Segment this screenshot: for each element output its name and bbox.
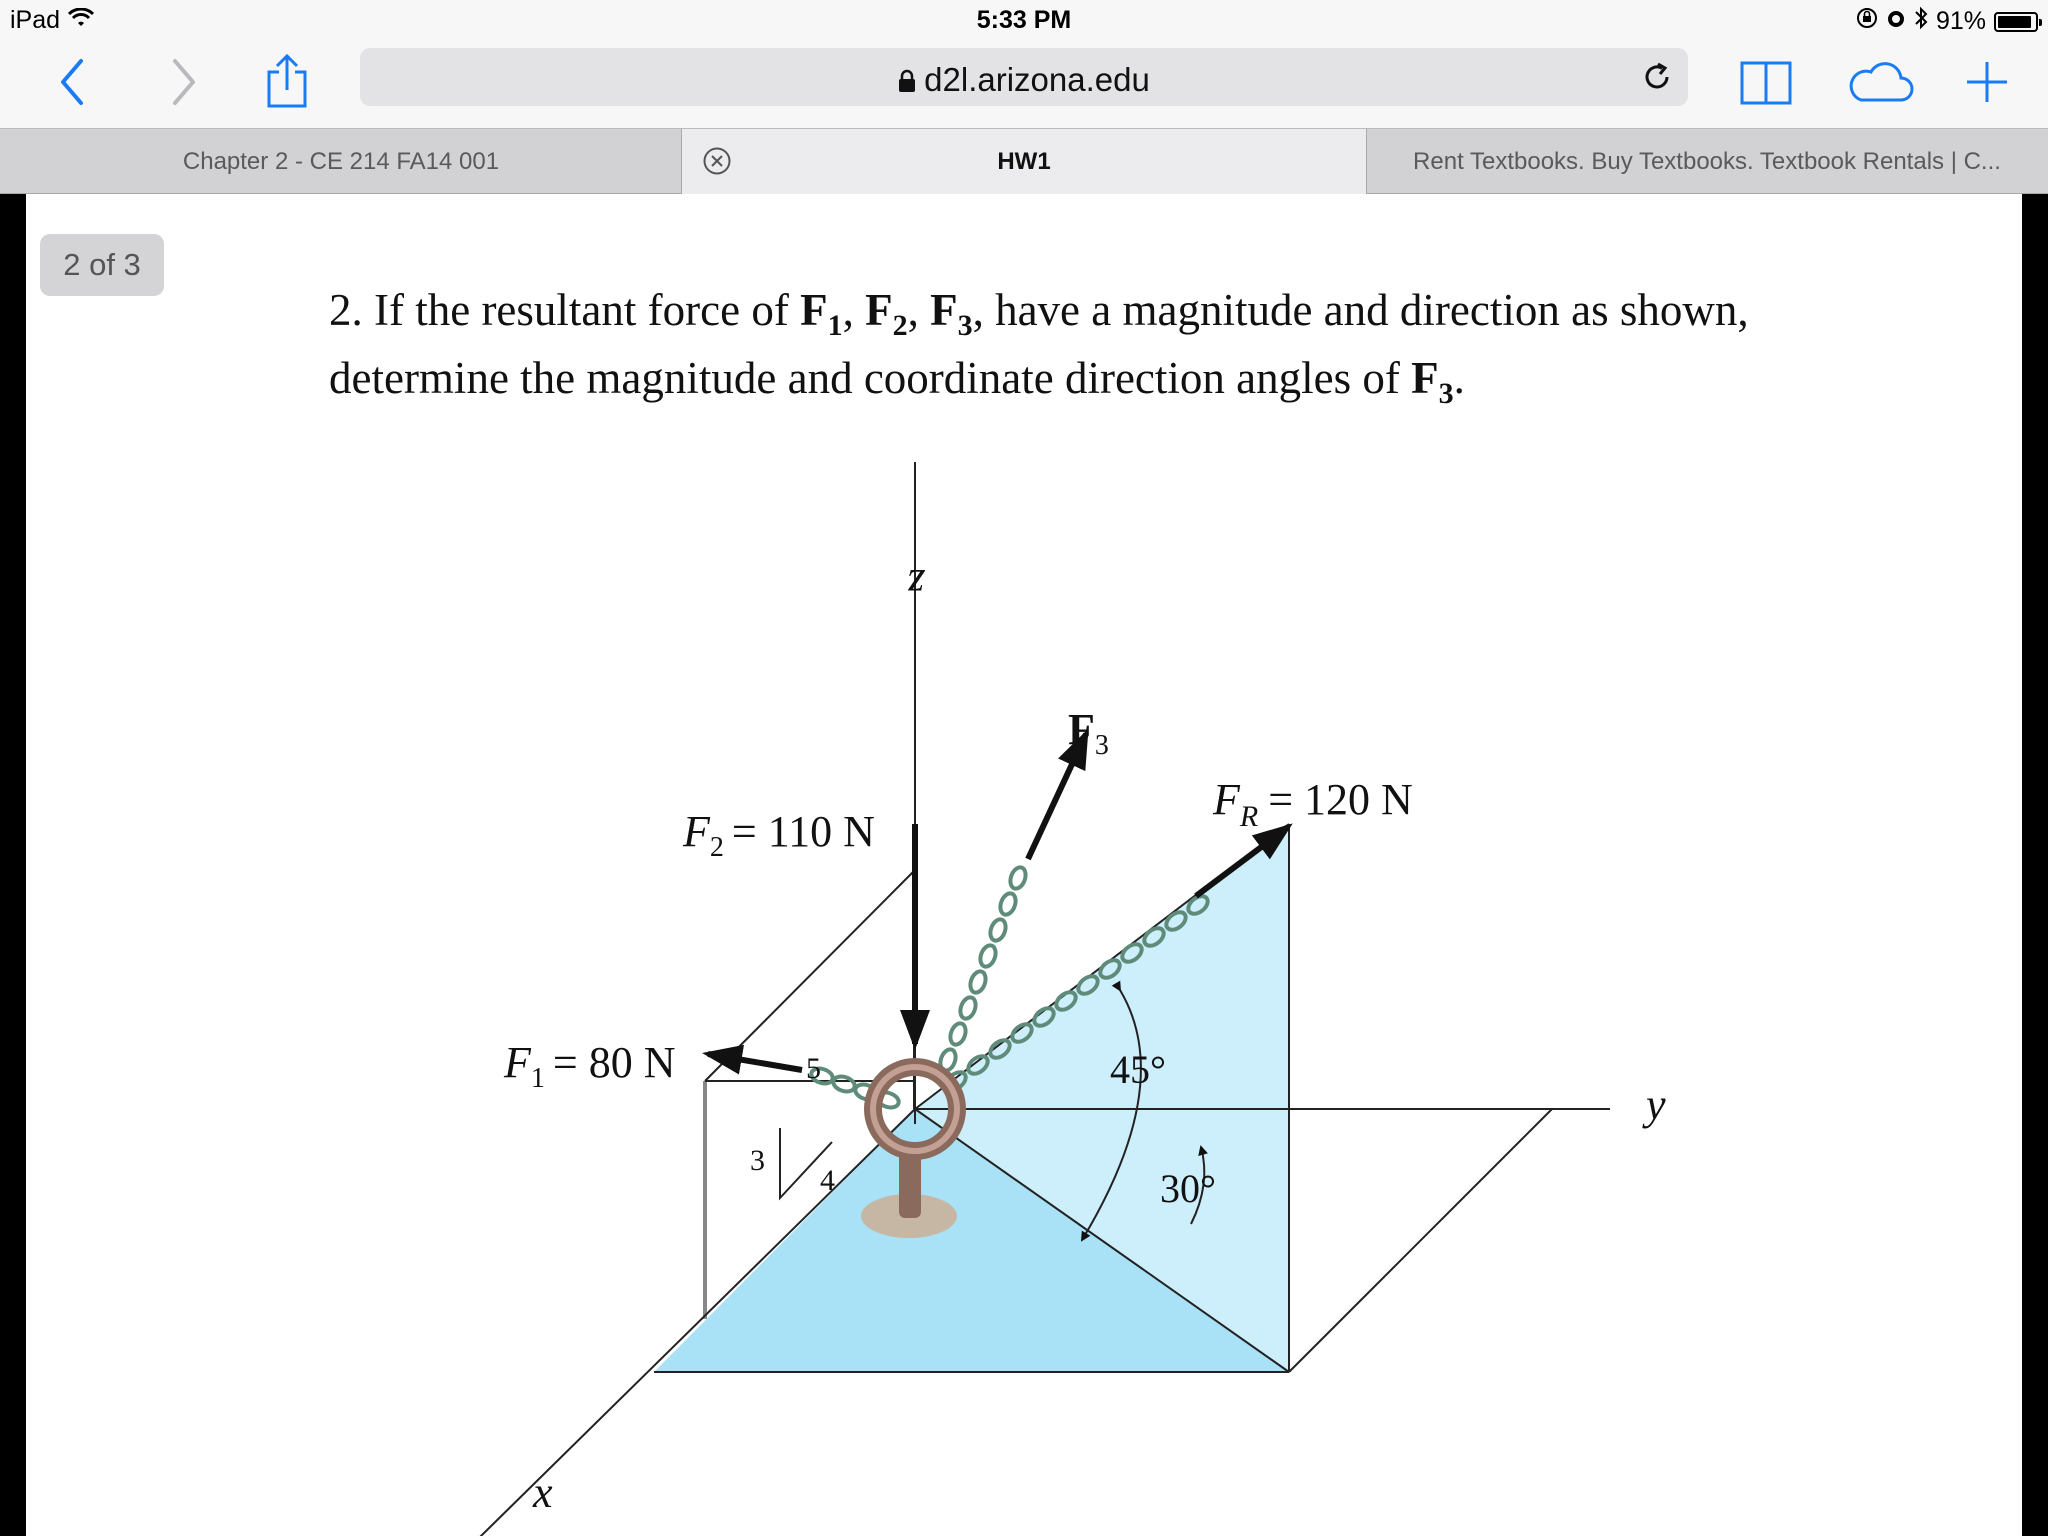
- tab-title: HW1: [997, 147, 1051, 175]
- rotation-lock-icon: [1856, 7, 1878, 36]
- clock: 5:33 PM: [976, 6, 1072, 34]
- lock-icon: [898, 69, 916, 93]
- bluetooth-icon: [1914, 6, 1928, 37]
- tab-title: Chapter 2 - CE 214 FA14 001: [182, 147, 500, 175]
- battery-icon: [1994, 12, 2038, 32]
- tab-hw1[interactable]: [681, 129, 1367, 194]
- bookmarks-button[interactable]: [1738, 52, 1794, 112]
- axis-label-y: y: [1646, 1080, 1666, 1129]
- force-diagram: [26, 194, 2022, 1536]
- slope-5-label: 5: [806, 1052, 821, 1085]
- battery-fill: [1998, 16, 2031, 28]
- axis-label-x: x: [533, 1468, 553, 1517]
- question-text-1: If the resultant force of: [374, 285, 789, 335]
- force-f2: $F_2$: [865, 285, 908, 342]
- back-button[interactable]: [48, 52, 96, 112]
- tab-bar: [0, 128, 2048, 194]
- f3-label: $F_3$: [1068, 705, 1109, 761]
- device-name: iPad: [10, 6, 61, 34]
- icloud-tabs-button[interactable]: [1846, 52, 1916, 112]
- f2-label: $F_2 = 110$ N: [683, 807, 875, 863]
- new-tab-button[interactable]: [1962, 52, 2012, 112]
- book-icon: [1739, 59, 1793, 105]
- close-icon: [702, 146, 732, 176]
- battery-percent: 91%: [1935, 7, 1986, 35]
- f1-arrow: [708, 1054, 802, 1070]
- status-bar: [0, 0, 2048, 42]
- status-right: [1856, 6, 2038, 37]
- f1-label: $F_1 = 80$ N: [504, 1038, 676, 1094]
- question-text-2: have a magnitude and direction as shown, determine the magnitude and coordinate direction angles of: [329, 285, 1749, 403]
- slope-4-label: 4: [820, 1164, 835, 1197]
- question-text: 2. If the resultant force of $F_1$, $F_2$, $F_3$, have a magnitude and direction as shown, determine the magnitude and coordinate direction angles of $F_3$.: [329, 285, 1749, 410]
- alarm-icon: [1886, 7, 1906, 36]
- share-button[interactable]: [260, 52, 314, 112]
- angle-30-label: 30°: [1160, 1166, 1216, 1211]
- close-tab-button[interactable]: [702, 146, 732, 183]
- reload-icon: [1640, 60, 1674, 94]
- url-text: d2l.arizona.edu: [924, 61, 1150, 98]
- pdf-viewer[interactable]: [26, 194, 2022, 1536]
- tab-rent-textbooks[interactable]: [1366, 129, 2048, 194]
- plus-icon: [1964, 59, 2010, 105]
- fr-label: $F_R = 120$ N: [1213, 775, 1413, 833]
- url-field[interactable]: [360, 61, 1688, 99]
- axis-label-z: z: [907, 560, 925, 609]
- cloud-icon: [1847, 60, 1915, 104]
- force-f3: $F_3$: [930, 285, 973, 342]
- slope-3-label: 3: [750, 1144, 765, 1177]
- force-f3-end: $F_3$: [1411, 353, 1454, 410]
- share-icon: [265, 54, 309, 110]
- force-f1: $F_1$: [800, 285, 843, 342]
- question-number: 2.: [329, 285, 363, 335]
- angle-45-label: 45°: [1110, 1047, 1166, 1092]
- tab-title: Rent Textbooks. Buy Textbooks. Textbook Rentals | C...: [1413, 147, 2001, 175]
- browser-toolbar: [0, 42, 2048, 128]
- reload-button[interactable]: [1640, 60, 1674, 99]
- chevron-right-icon: [169, 57, 199, 107]
- address-bar[interactable]: [360, 48, 1688, 106]
- tab-chapter-2[interactable]: [0, 129, 682, 194]
- forward-button[interactable]: [160, 52, 208, 112]
- page-indicator: 2 of 3: [40, 234, 164, 296]
- chevron-left-icon: [57, 57, 87, 107]
